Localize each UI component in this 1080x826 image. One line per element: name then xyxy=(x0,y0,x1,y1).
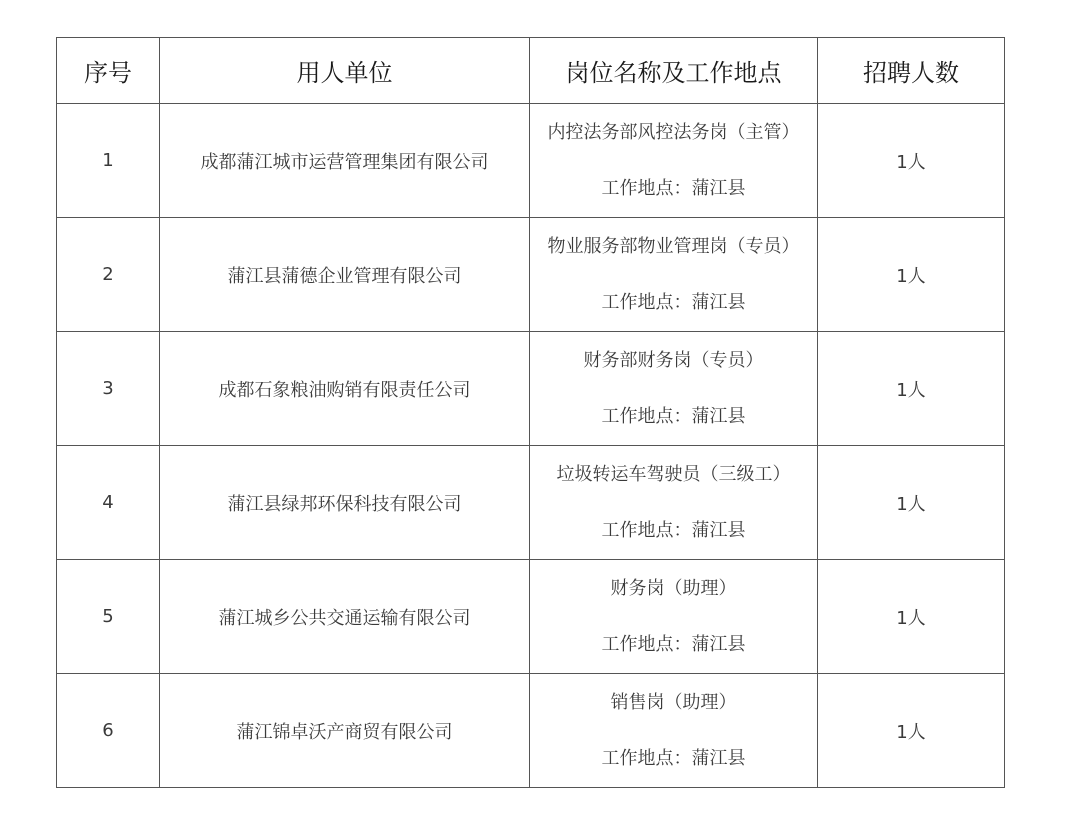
serial-number-cell: 6 xyxy=(57,674,160,788)
header-employer: 用人单位 xyxy=(160,38,530,104)
table-row xyxy=(57,674,1005,788)
header-serial-number: 序号 xyxy=(57,38,160,104)
work-location: 工作地点：蒲江县 xyxy=(601,519,746,541)
header-hiring-count: 招聘人数 xyxy=(818,38,1005,104)
serial-number-cell: 4 xyxy=(57,446,160,560)
position-name: 财务岗（助理） xyxy=(610,577,737,599)
table-row xyxy=(57,446,1005,560)
hiring-count-cell: 1人 xyxy=(818,104,1005,218)
serial-number-cell: 1 xyxy=(57,104,160,218)
work-location: 工作地点：蒲江县 xyxy=(601,747,746,769)
employer-cell: 蒲江县蒲德企业管理有限公司 xyxy=(160,218,530,332)
position-cell xyxy=(530,104,818,218)
work-location: 工作地点：蒲江县 xyxy=(601,291,746,313)
serial-number-cell: 5 xyxy=(57,560,160,674)
serial-number-cell: 2 xyxy=(57,218,160,332)
hiring-count-cell: 1人 xyxy=(818,560,1005,674)
work-location: 工作地点：蒲江县 xyxy=(601,633,746,655)
recruitment-table xyxy=(56,37,1005,788)
employer-cell: 成都石象粮油购销有限责任公司 xyxy=(160,332,530,446)
table-row xyxy=(57,560,1005,674)
hiring-count-cell: 1人 xyxy=(818,332,1005,446)
position-name: 销售岗（助理） xyxy=(610,691,737,713)
employer-cell: 成都蒲江城市运营管理集团有限公司 xyxy=(160,104,530,218)
work-location: 工作地点：蒲江县 xyxy=(601,177,746,199)
position-cell xyxy=(530,332,818,446)
work-location: 工作地点：蒲江县 xyxy=(601,405,746,427)
position-cell xyxy=(530,674,818,788)
position-name: 物业服务部物业管理岗（专员） xyxy=(547,235,800,257)
table-row xyxy=(57,218,1005,332)
position-name: 内控法务部风控法务岗（主管） xyxy=(547,121,800,143)
table-header-row xyxy=(57,38,1005,104)
position-name: 垃圾转运车驾驶员（三级工） xyxy=(556,463,791,485)
position-cell xyxy=(530,218,818,332)
position-name: 财务部财务岗（专员） xyxy=(583,349,764,371)
hiring-count-cell: 1人 xyxy=(818,218,1005,332)
table-row xyxy=(57,332,1005,446)
employer-cell: 蒲江城乡公共交通运输有限公司 xyxy=(160,560,530,674)
employer-cell: 蒲江锦卓沃产商贸有限公司 xyxy=(160,674,530,788)
employer-cell: 蒲江县绿邦环保科技有限公司 xyxy=(160,446,530,560)
table-row xyxy=(57,104,1005,218)
position-cell xyxy=(530,446,818,560)
hiring-count-cell: 1人 xyxy=(818,674,1005,788)
serial-number-cell: 3 xyxy=(57,332,160,446)
header-position-and-location: 岗位名称及工作地点 xyxy=(530,38,818,104)
position-cell xyxy=(530,560,818,674)
hiring-count-cell: 1人 xyxy=(818,446,1005,560)
